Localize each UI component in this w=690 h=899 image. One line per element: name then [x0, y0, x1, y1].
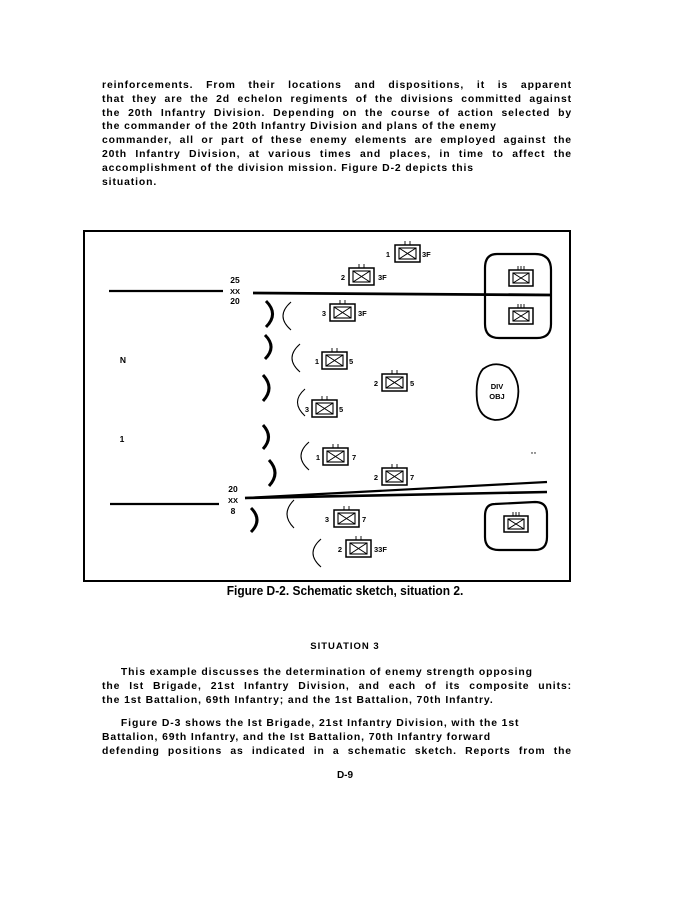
friendly-position-arc — [265, 335, 271, 359]
unit-right-label: 3F — [422, 250, 431, 259]
objective-label-line2: OBJ — [489, 392, 505, 401]
friendly-position-arc — [251, 508, 257, 532]
enemy-unit-symbol-2-7 — [374, 464, 414, 485]
reserve-unit-symbol — [509, 266, 533, 286]
enemy-position-arc — [292, 344, 300, 372]
unit-right-label: 7 — [410, 473, 415, 482]
friendly-position-arc — [263, 375, 269, 401]
stray-mark — [534, 452, 535, 453]
boundary-bottom-lower-label: 8 — [230, 506, 236, 516]
unit-right-label: 5 — [410, 379, 415, 388]
enemy-position-arc — [283, 302, 291, 330]
enemy-unit-symbol-1-3f — [386, 241, 431, 262]
text-line: 20th Infantry Division, at various times and places, in time to affect the — [102, 148, 572, 160]
unit-left-label: 2 — [373, 473, 378, 482]
stray-mark — [531, 452, 532, 453]
side-label-one: 1 — [119, 434, 125, 444]
text-line: that they are the 2d echelon regiments of the divisions committed against — [102, 93, 572, 105]
reserve-unit-symbol — [509, 304, 533, 324]
text-line: the commander of the 20th Infantry Division and plans of the enemy — [102, 121, 497, 133]
reserve-area-lower — [485, 502, 547, 550]
section-heading: SITUATION 3 — [310, 641, 380, 652]
enemy-unit-symbol-3-7 — [325, 506, 366, 527]
boundary-top-upper-label: 25 — [230, 275, 240, 285]
text-line: the 1st Battalion, 69th Infantry; and the 1st Battalion, 70th Infantry. — [102, 694, 494, 706]
unit-right-label: 7 — [352, 453, 357, 462]
figure-caption: Figure D-2. Schematic sketch, situation 2. — [226, 583, 464, 598]
enemy-unit-symbol-1-7 — [316, 444, 356, 465]
unit-left-label: 3 — [324, 515, 329, 524]
unit-left-label: 3 — [321, 309, 326, 318]
text-line: reinforcements. From their locations and dispositions, it is apparent — [102, 80, 572, 91]
enemy-unit-symbol-2-5 — [374, 370, 414, 391]
text-line: situation. — [102, 176, 158, 188]
boundary-bottom-mid-label: XX — [227, 496, 239, 505]
unit-left-label: 2 — [373, 379, 378, 388]
friendly-position-arc — [263, 425, 269, 449]
boundary-top-mid-label: XX — [229, 287, 241, 296]
unit-right-label: 7 — [362, 515, 367, 524]
objective-label-line1: DIV — [490, 382, 504, 391]
schematic-sketch-figure — [83, 230, 571, 582]
enemy-position-arc — [287, 500, 294, 528]
side-label-n: N — [119, 355, 127, 365]
text-line: Figure D-3 shows the Ist Brigade, 21st Infantry Division, with the 1st — [102, 718, 520, 729]
enemy-unit-symbol-2-33f — [338, 536, 388, 557]
unit-left-label: 3 — [304, 405, 309, 414]
schematic-sketch-svg — [85, 232, 569, 580]
text-line: the Ist Brigade, 21st Infantry Division, and each of its composite units: — [102, 680, 572, 692]
enemy-unit-symbol-1-5 — [315, 348, 353, 369]
text-line: This example discusses the determination of enemy strength opposing — [102, 667, 533, 678]
text-line: commander, all or part of these enemy elements are employed against the — [102, 135, 572, 147]
unit-right-label: 5 — [339, 405, 344, 414]
enemy-position-arc — [313, 539, 321, 567]
unit-left-label: 2 — [337, 545, 342, 554]
unit-right-label: 33F — [374, 545, 387, 554]
unit-left-label: 1 — [315, 453, 320, 462]
unit-left-label: 1 — [385, 250, 390, 259]
paragraph-intro — [102, 79, 572, 189]
unit-right-label: 3F — [378, 273, 387, 282]
friendly-position-arc — [269, 460, 275, 486]
reserve-unit-symbol — [504, 512, 528, 532]
boundary-top-lower-label: 20 — [230, 296, 240, 306]
text-line: Battalion, 69th Infantry, and the Ist Battalion, 70th Infantry forward — [102, 731, 491, 743]
enemy-position-arc — [301, 442, 309, 470]
enemy-unit-symbol-3-3f — [322, 300, 367, 321]
enemy-unit-symbol-3-5 — [305, 396, 343, 417]
page-number: D-9 — [336, 770, 354, 781]
paragraph-figure-d3 — [102, 717, 572, 758]
text-line: defending positions as indicated in a schematic sketch. Reports from the — [102, 745, 572, 757]
unit-left-label: 1 — [314, 357, 319, 366]
friendly-position-arc — [266, 301, 273, 327]
enemy-unit-symbol-2-3f — [341, 264, 387, 285]
unit-left-label: 2 — [340, 273, 345, 282]
unit-right-label: 5 — [349, 357, 354, 366]
boundary-line-right-top — [253, 293, 551, 295]
boundary-bottom-upper-label: 20 — [228, 484, 238, 494]
paragraph-situation3-intro — [102, 666, 572, 707]
unit-right-label: 3F — [358, 309, 367, 318]
text-line: the 20th Infantry Division. Depending on the course of action selected by — [102, 107, 572, 119]
text-line: accomplishment of the division mission. Figure D-2 depicts this — [102, 162, 474, 174]
